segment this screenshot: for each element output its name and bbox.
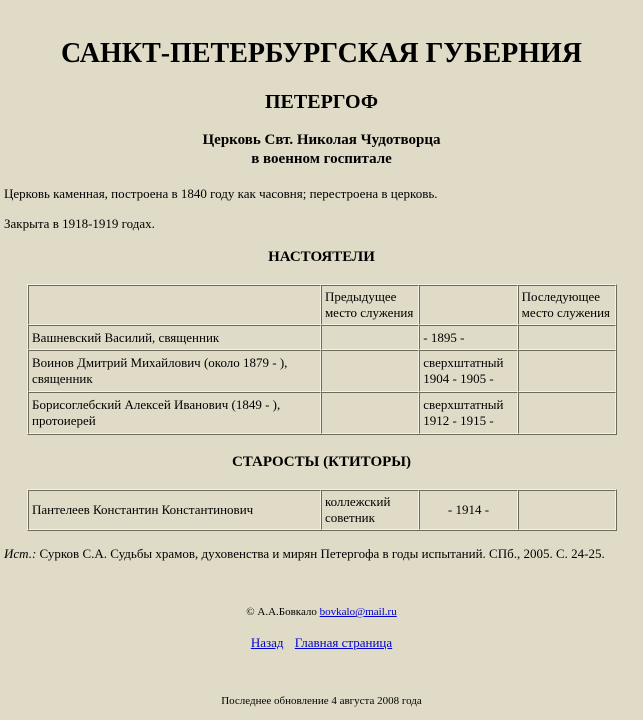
rector-years-line1: сверхштатный: [423, 397, 504, 412]
rector-years-line1: сверхштатный: [423, 355, 504, 370]
warden-rank-cell: [321, 490, 419, 530]
rector-next-cell: [518, 392, 616, 434]
rector-years-cell: [419, 350, 517, 392]
header-next-line1: Последующее: [521, 289, 601, 304]
rector-years-cell: [419, 392, 517, 434]
warden-name-cell: Пантелеев Константин Константинович: [28, 490, 321, 530]
header-years-cell: [419, 285, 517, 325]
header-prev-line1: Предыдущее: [324, 289, 397, 304]
rector-prev-cell: [321, 325, 419, 350]
header-prev-line2: место служения: [324, 305, 414, 320]
table-row: [28, 325, 616, 350]
city-title: ПЕТЕРГОФ: [265, 91, 378, 113]
description-line1: Церковь каменная, построена в 1840 году как часовня; перестроена в церковь.: [4, 186, 438, 201]
rectors-title: НАСТОЯТЕЛИ: [268, 249, 375, 265]
source-text: Сурков С.А. Судьбы храмов, духовенства и мирян Петергофа в годы испытаний. СПб., 2005. С. 24-25.: [36, 546, 605, 561]
source-label: Ист.:: [4, 546, 37, 561]
source-citation: [4, 546, 605, 562]
page-title: САНКТ-ПЕТЕРБУРГСКАЯ ГУБЕРНИЯ: [60, 38, 583, 69]
home-link[interactable]: Главная страница: [294, 635, 393, 650]
church-title: [0, 131, 643, 169]
warden-years-cell: - 1914 -: [419, 490, 517, 530]
rector-name-line2: протоиерей: [32, 413, 96, 428]
last-updated: Последнее обновление 4 августа 2008 года: [221, 695, 422, 707]
rector-years-line2: 1912 - 1915 -: [423, 413, 494, 428]
table-row: [28, 392, 616, 434]
rectors-table: [27, 284, 617, 435]
rector-prev-cell: [321, 350, 419, 392]
email-link[interactable]: bovkalo@mail.ru: [319, 606, 397, 618]
table-header-row: [28, 285, 616, 325]
description-line2: Закрыта в 1918-1919 годах.: [4, 216, 155, 231]
back-link[interactable]: Назад: [250, 635, 284, 650]
wardens-title: СТАРОСТЫ (КТИТОРЫ): [231, 454, 412, 470]
rector-name-line1: Воинов Дмитрий Михайлович (около 1879 - ),: [32, 355, 288, 370]
header-next-line2: место служения: [521, 305, 611, 320]
rector-name-cell: [28, 392, 321, 434]
warden-rank-line2: советник: [324, 510, 375, 525]
church-title-line1: Церковь Свт. Николая Чудотворца: [202, 132, 441, 148]
warden-rank-line1: коллежский: [324, 494, 391, 509]
rector-name-line2: священник: [32, 371, 93, 386]
rector-name-line1: Борисоглебский Алексей Иванович (1849 - ),: [32, 397, 281, 412]
church-title-line2: в военном госпитале: [251, 151, 392, 167]
header-next-cell: [518, 285, 616, 325]
copyright-text: © А.А.Бовкало: [246, 606, 320, 618]
copyright: [0, 606, 643, 618]
footer-nav: [0, 635, 643, 651]
rector-next-cell: [518, 325, 616, 350]
rector-years-line2: 1904 - 1905 -: [423, 371, 494, 386]
warden-extra-cell: [518, 490, 616, 530]
header-prev-cell: [321, 285, 419, 325]
header-name-cell: [28, 285, 321, 325]
wardens-table: [27, 489, 617, 531]
table-row: [28, 490, 616, 530]
rector-name-line1: Вашневский Василий, священник: [32, 329, 220, 345]
rector-next-cell: [518, 350, 616, 392]
rector-prev-cell: [321, 392, 419, 434]
rector-name-cell: [28, 325, 321, 350]
table-row: [28, 350, 616, 392]
rector-years-cell: - 1895 -: [419, 325, 517, 350]
rector-name-cell: [28, 350, 321, 392]
